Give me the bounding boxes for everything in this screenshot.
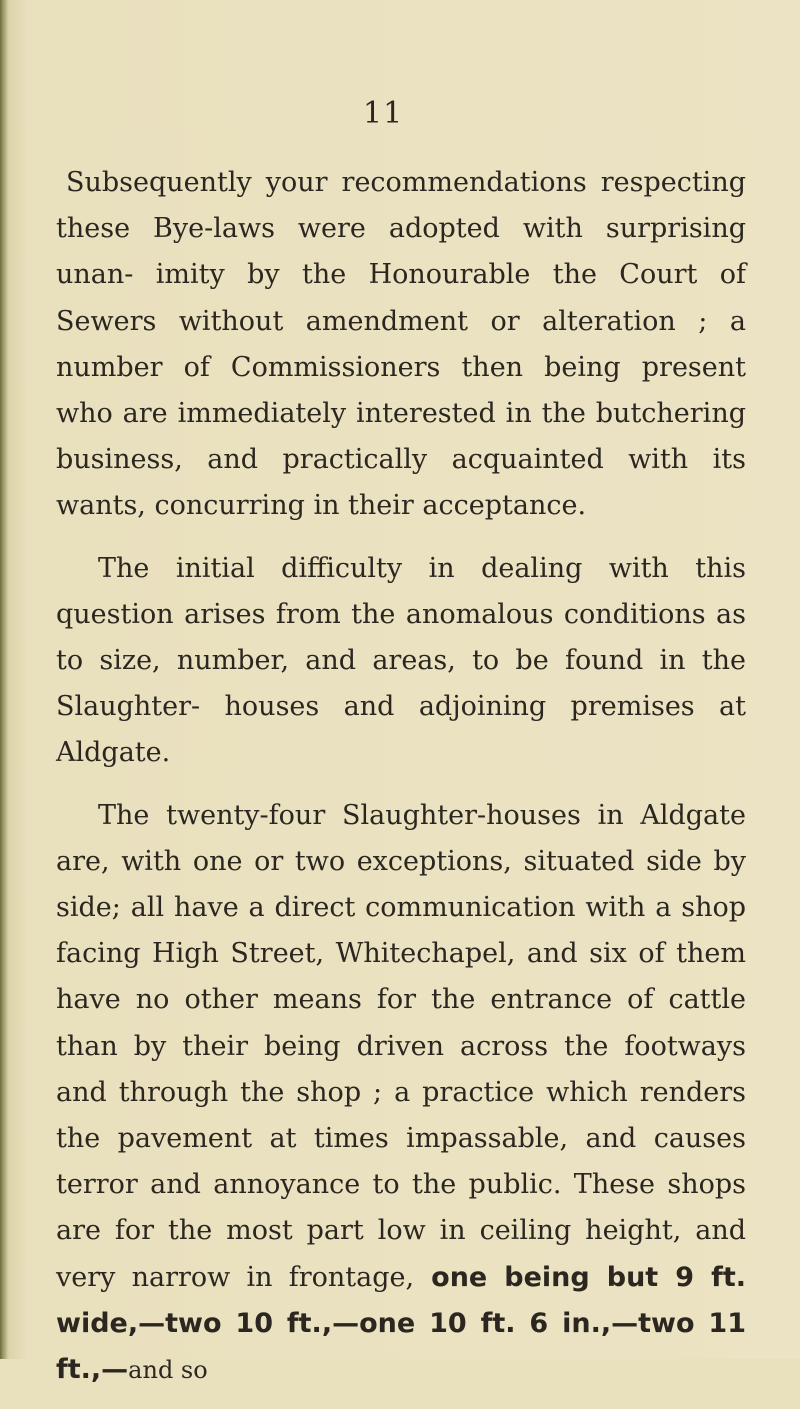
paragraph-2: The initial difficulty in dealing with this question arises from the anomalous conditions as to size, number, and areas, to be found in the Slaughter- houses and adjoining premises at Aldgate. (56, 552, 746, 769)
page-number: 11 (363, 96, 404, 131)
binding-gutter-shadow (0, 0, 8, 1359)
paragraph-3-tail: and so (128, 1356, 208, 1385)
frontage-measurements: one being but 9 ft. wide,—two 10 ft.,—one 10 ft. 6 in.,—two 11 ft.,— (56, 1261, 746, 1386)
paragraph-3-text: The twenty-four Slaughter-houses in Aldgate are, with one or two exceptions, situated side by side; all have a direct communication with a shop facing High Street, Whitechapel, and six of them have no other means for the entrance of cattle than by their being driven across the footways and through the shop ; a practice which renders the pavement at times impassable, and causes terror and annoyance to the public. These shops are for the most part low in ceiling height, and very narrow in frontage, (56, 799, 746, 1293)
paragraph-3 (56, 793, 746, 1394)
paragraph-1: Subsequently your recommendations respecting these Bye-laws were adopted with surprising unan- imity by the Honourable the Court of Sewers without amendment or alteration ; a number of Commissioners then being present who are immediately interested in the butchering business, and practically acquainted with its wants, concurring in their acceptance. (56, 167, 746, 522)
body-text (56, 160, 746, 1409)
